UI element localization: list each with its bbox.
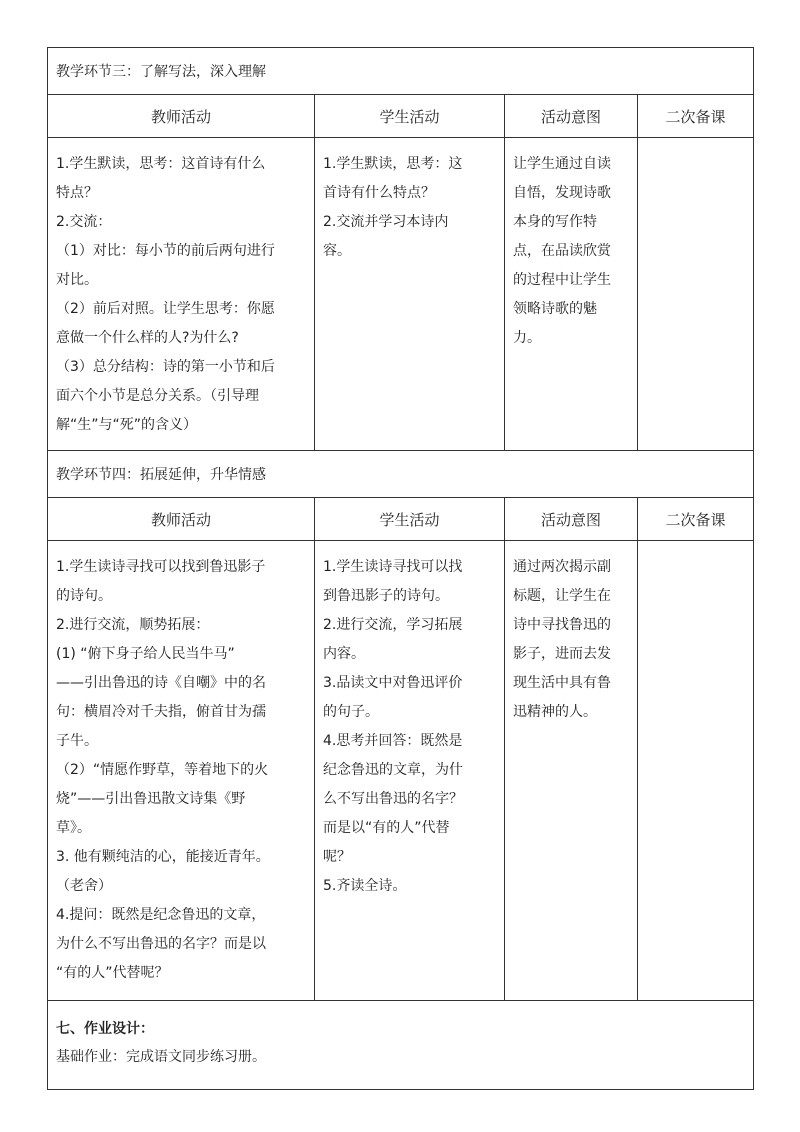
text-line: 5.齐读全诗。 <box>323 878 407 894</box>
section4-content-row <box>48 541 754 1001</box>
text-line: 1.学生读诗寻找可以找到鲁迅影子 <box>56 559 266 575</box>
section3-title: 教学环节三：了解写法，深入理解 <box>48 48 754 95</box>
section3-content-row <box>48 138 754 451</box>
section3-prep-cell <box>638 138 754 451</box>
text-line: 1.学生默读，思考：这 <box>323 156 463 172</box>
text-line: 面六个小节是总分关系。（引导理 <box>56 388 259 404</box>
header-teacher-activity: 教师活动 <box>48 95 315 138</box>
text-line: 3.品读文中对鲁迅评价 <box>323 675 463 691</box>
text-line: 到鲁迅影子的诗句。 <box>323 588 449 604</box>
text-line: 自悟，发现诗歌 <box>513 185 611 201</box>
section4-title-row <box>48 451 754 498</box>
text-line: 子牛。 <box>56 733 98 749</box>
text-line: （2）“情愿作野草，等着地下的火 <box>56 762 269 778</box>
homework-title: 七、作业设计： <box>56 1021 154 1037</box>
text-line: 的句子。 <box>323 704 379 720</box>
text-line: 容。 <box>323 243 351 259</box>
section4-title: 教学环节四：拓展延伸，升华情感 <box>48 451 754 498</box>
section4-intent-cell <box>505 541 638 1001</box>
text-line: 首诗有什么特点？ <box>323 185 435 201</box>
homework-cell <box>48 1001 754 1090</box>
text-line: (1) “俯下身子给人民当牛马” <box>56 646 235 662</box>
lesson-plan-table <box>47 47 754 1090</box>
text-line: 2.进行交流，学习拓展 <box>323 617 463 633</box>
text-line: 么不写出鲁迅的名字？ <box>323 791 463 807</box>
text-line: 2.交流： <box>56 214 112 230</box>
text-line: 本身的写作特 <box>513 214 597 230</box>
text-line: 句：横眉冷对千夫指，俯首甘为孺 <box>56 704 266 720</box>
section4-student-cell <box>315 541 505 1001</box>
text-line: 解“生”与“死”的含义） <box>56 417 198 433</box>
text-line: 的诗句。 <box>56 588 112 604</box>
section4-prep-cell <box>638 541 754 1001</box>
section3-title-row <box>48 48 754 95</box>
text-line: 纪念鲁迅的文章，为什 <box>323 762 463 778</box>
text-line: 4.思考并回答：既然是 <box>323 733 463 749</box>
text-line: 4.提问：既然是纪念鲁迅的文章， <box>56 907 266 923</box>
text-line: 诗中寻找鲁迅的 <box>513 617 611 633</box>
text-line: 2.交流并学习本诗内 <box>323 214 449 230</box>
text-line: 力。 <box>513 330 541 346</box>
section3-intent-cell <box>505 138 638 451</box>
text-line: （老舍） <box>56 878 112 894</box>
homework-text: 基础作业：完成语文同步练习册。 <box>56 1049 266 1065</box>
section3-teacher-cell <box>48 138 315 451</box>
text-line: 草》。 <box>56 820 91 836</box>
header-activity-intent: 活动意图 <box>505 95 638 138</box>
text-line: 点，在品读欣赏 <box>513 243 611 259</box>
text-line: 3. 他有颗纯洁的心，能接近青年。 <box>56 849 270 865</box>
header-student-activity: 学生活动 <box>315 498 505 541</box>
text-line: （3）总分结构：诗的第一小节和后 <box>56 359 275 375</box>
header-teacher-activity: 教师活动 <box>48 498 315 541</box>
text-line: 现生活中具有鲁 <box>513 675 611 691</box>
text-line: 影子，进而去发 <box>513 646 611 662</box>
text-line: 为什么不写出鲁迅的名字？而是以 <box>56 936 266 952</box>
section3-header-row <box>48 95 754 138</box>
text-line: 意做一个什么样的人?为什么? <box>56 330 239 346</box>
header-student-activity: 学生活动 <box>315 95 505 138</box>
text-line: （1）对比：每小节的前后两句进行 <box>56 243 275 259</box>
text-line: 让学生通过自读 <box>513 156 611 172</box>
text-line: 领略诗歌的魅 <box>513 301 597 317</box>
text-line: 迅精神的人。 <box>513 704 597 720</box>
text-line: 而是以“有的人”代替 <box>323 820 450 836</box>
homework-row <box>48 1001 754 1090</box>
section4-header-row <box>48 498 754 541</box>
text-line: 内容。 <box>323 646 365 662</box>
section4-teacher-cell <box>48 541 315 1001</box>
header-activity-intent: 活动意图 <box>505 498 638 541</box>
text-line: 标题，让学生在 <box>513 588 611 604</box>
text-line: 2.进行交流，顺势拓展： <box>56 617 210 633</box>
section3-student-cell <box>315 138 505 451</box>
text-line: 的过程中让学生 <box>513 272 611 288</box>
text-line: 1.学生默读，思考：这首诗有什么 <box>56 156 266 172</box>
header-secondary-prep: 二次备课 <box>638 498 754 541</box>
text-line: 通过两次揭示副 <box>513 559 611 575</box>
text-line: 特点？ <box>56 185 98 201</box>
text-line: 1.学生读诗寻找可以找 <box>323 559 463 575</box>
text-line: 烧”——引出鲁迅散文诗集《野 <box>56 791 246 807</box>
text-line: ——引出鲁迅的诗《自嘲》中的名 <box>56 675 266 691</box>
text-line: 对比。 <box>56 272 98 288</box>
text-line: （2）前后对照。让学生思考：你愿 <box>56 301 275 317</box>
header-secondary-prep: 二次备课 <box>638 95 754 138</box>
text-line: “有的人”代替呢？ <box>56 965 169 981</box>
text-line: 呢？ <box>323 849 351 865</box>
